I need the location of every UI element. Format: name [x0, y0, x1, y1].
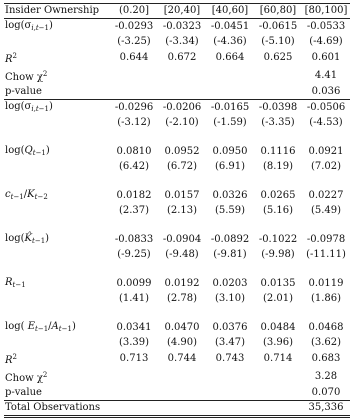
table-row: [4, 350, 350, 368]
chow-value: 4.41: [314, 70, 338, 81]
coef-cell: -0.0165: [206, 100, 254, 117]
row-label-pvalue: p-value: [5, 387, 42, 398]
spacer-row: [4, 262, 350, 276]
tstat-cell: (-4.36): [213, 36, 247, 47]
r2-cell: 0.714: [263, 353, 293, 364]
tstat-cell: (8.19): [262, 161, 294, 172]
tstat-cell: (5.16): [262, 205, 294, 216]
coef-cell: 0.0950: [212, 146, 248, 157]
pvalue-value: 0.070: [311, 387, 341, 398]
tstat-cell: (-3.25): [117, 36, 151, 47]
table-row: [4, 160, 350, 174]
row-label-chow: Chow $\chi^2$: [5, 371, 48, 384]
table-row: [4, 19, 350, 36]
coef-cell: -0.0978: [306, 234, 346, 245]
coef-cell: -0.0533: [306, 21, 346, 32]
r2-cell: 0.601: [311, 52, 341, 63]
coef-cell: 0.0157: [164, 190, 200, 201]
tstat-cell: (6.91): [214, 161, 246, 172]
header-col-2: [20,40]: [158, 4, 206, 19]
coef-cell: 0.1116: [260, 146, 296, 157]
coef-cell: -0.0833: [114, 234, 154, 245]
coef-cell: 0.0135: [260, 278, 296, 289]
coef-cell: 0.0470: [164, 322, 200, 333]
tstat-cell: (2.01): [262, 293, 294, 304]
tstat-cell: (-4.53): [309, 117, 343, 128]
coef-cell: 0.0265: [260, 190, 296, 201]
r2-cell: 0.683: [311, 353, 341, 364]
coef-cell: 0.0468: [308, 322, 344, 333]
coef-cell: 0.0952: [164, 146, 200, 157]
coef-cell: -0.0293: [114, 21, 154, 32]
coef-cell: -0.0296: [110, 100, 158, 117]
tstat-cell: (3.62): [310, 337, 342, 348]
tstat-cell: (-9.81): [213, 249, 247, 260]
row-label-log-sigma: $\log(\sigma_{i,t-1})$: [4, 100, 110, 117]
tstat-cell: (-4.69): [309, 36, 343, 47]
header-col-4: [60,80]: [254, 4, 302, 19]
total-label: Total Observations: [4, 401, 110, 417]
spacer-row: [4, 218, 350, 232]
tstat-cell: (-9.25): [117, 249, 151, 260]
tstat-cell: (1.41): [118, 293, 150, 304]
header-row: [4, 4, 350, 19]
table-row: [4, 248, 350, 262]
row-label-r2: $R^2$: [5, 353, 17, 366]
table-row: [4, 232, 350, 248]
spacer-row: [4, 174, 350, 188]
coef-cell: 0.0921: [308, 146, 344, 157]
coef-cell: -0.0615: [258, 21, 298, 32]
table-row: [4, 386, 350, 401]
coef-cell: 0.0341: [116, 322, 152, 333]
tstat-cell: (4.90): [166, 337, 198, 348]
r2-cell: 0.713: [119, 353, 149, 364]
tstat-cell: (3.10): [214, 293, 246, 304]
r2-cell: 0.743: [215, 353, 245, 364]
table-row: [4, 368, 350, 386]
coef-cell: -0.1022: [258, 234, 298, 245]
row-label-pvalue: p-value: [5, 86, 42, 97]
coef-cell: 0.0810: [116, 146, 152, 157]
tstat-cell: (3.39): [118, 337, 150, 348]
tstat-cell: (-2.10): [165, 117, 199, 128]
tstat-cell: (-3.12): [117, 117, 151, 128]
coef-cell: -0.0904: [162, 234, 202, 245]
header-label: Insider Ownership: [4, 4, 110, 19]
table-row: [4, 276, 350, 292]
table-row: [4, 336, 350, 350]
spacer-row: [4, 306, 350, 320]
r2-cell: 0.744: [167, 353, 197, 364]
tstat-cell: (-11.11): [306, 249, 346, 260]
table-row: [4, 292, 350, 306]
table-row: [4, 35, 350, 49]
spacer-row: [4, 130, 350, 144]
table-row: [4, 67, 350, 85]
tstat-cell: (3.47): [214, 337, 246, 348]
coef-cell: 0.0484: [260, 322, 296, 333]
total-value: 35,336: [302, 401, 350, 417]
total-row: [4, 401, 350, 417]
row-label-r: $R_{t-1}$: [5, 277, 26, 289]
coef-cell: 0.0326: [212, 190, 248, 201]
header-col-5: [80,100]: [302, 4, 350, 19]
r2-cell: 0.644: [119, 52, 149, 63]
tstat-cell: (1.86): [310, 293, 342, 304]
tstat-cell: (5.59): [214, 205, 246, 216]
row-label-chow: Chow $\chi^2$: [5, 70, 48, 83]
chow-value: 3.28: [314, 371, 338, 382]
table-row: [4, 144, 350, 160]
tstat-cell: (-3.35): [261, 117, 295, 128]
tstat-cell: (-5.10): [261, 36, 295, 47]
tstat-cell: (6.72): [166, 161, 198, 172]
row-label-log-e-over-a: log( $E_{t-1}/A_{t-1}$): [5, 321, 76, 333]
row-label-c-over-k: $c_{t-1}/K_{t-2}$: [5, 189, 48, 201]
tstat-cell: (5.49): [310, 205, 342, 216]
r2-cell: 0.672: [167, 52, 197, 63]
row-label-r2: $R^2$: [5, 52, 17, 65]
coef-cell: 0.0182: [116, 190, 152, 201]
coef-cell: 0.0099: [116, 278, 152, 289]
coef-cell: 0.0203: [212, 278, 248, 289]
tstat-cell: (-1.59): [213, 117, 247, 128]
table-row: [4, 100, 350, 117]
tstat-cell: (-3.34): [165, 36, 199, 47]
coef-cell: -0.0506: [302, 100, 350, 117]
coef-cell: -0.0451: [210, 21, 250, 32]
header-col-1: (0.20]: [110, 4, 158, 19]
coef-cell: -0.0892: [210, 234, 250, 245]
coef-cell: 0.0376: [212, 322, 248, 333]
tstat-cell: (2.13): [166, 205, 198, 216]
table-row: [4, 320, 350, 336]
coef-cell: -0.0398: [254, 100, 302, 117]
r2-cell: 0.664: [215, 52, 245, 63]
tstat-cell: (2.78): [166, 293, 198, 304]
coef-cell: 0.0119: [308, 278, 344, 289]
tstat-cell: (7.02): [310, 161, 342, 172]
tstat-cell: (2.37): [118, 205, 150, 216]
header-col-3: [40,60]: [206, 4, 254, 19]
coef-cell: 0.0192: [164, 278, 200, 289]
regression-table: [4, 3, 350, 418]
table-row: [4, 85, 350, 100]
row-label-log-khat: $\log(K̂_{t-1})$: [5, 233, 50, 245]
tstat-cell: (-9.48): [165, 249, 199, 260]
tstat-cell: (3.96): [262, 337, 294, 348]
row-label-log-sigma: $\log(\sigma_{i,t-1})$: [5, 20, 53, 32]
coef-cell: -0.0206: [158, 100, 206, 117]
row-label-log-q: $\log(Q_{t-1})$: [5, 145, 50, 157]
coef-cell: 0.0227: [308, 190, 344, 201]
table-row: [4, 116, 350, 130]
coef-cell: -0.0323: [162, 21, 202, 32]
tstat-cell: (6.42): [118, 161, 150, 172]
tstat-cell: (-9.98): [261, 249, 295, 260]
table-row: [4, 188, 350, 204]
r2-cell: 0.625: [263, 52, 293, 63]
table-row: [4, 49, 350, 67]
pvalue-value: 0.036: [311, 86, 341, 97]
table-row: [4, 204, 350, 218]
